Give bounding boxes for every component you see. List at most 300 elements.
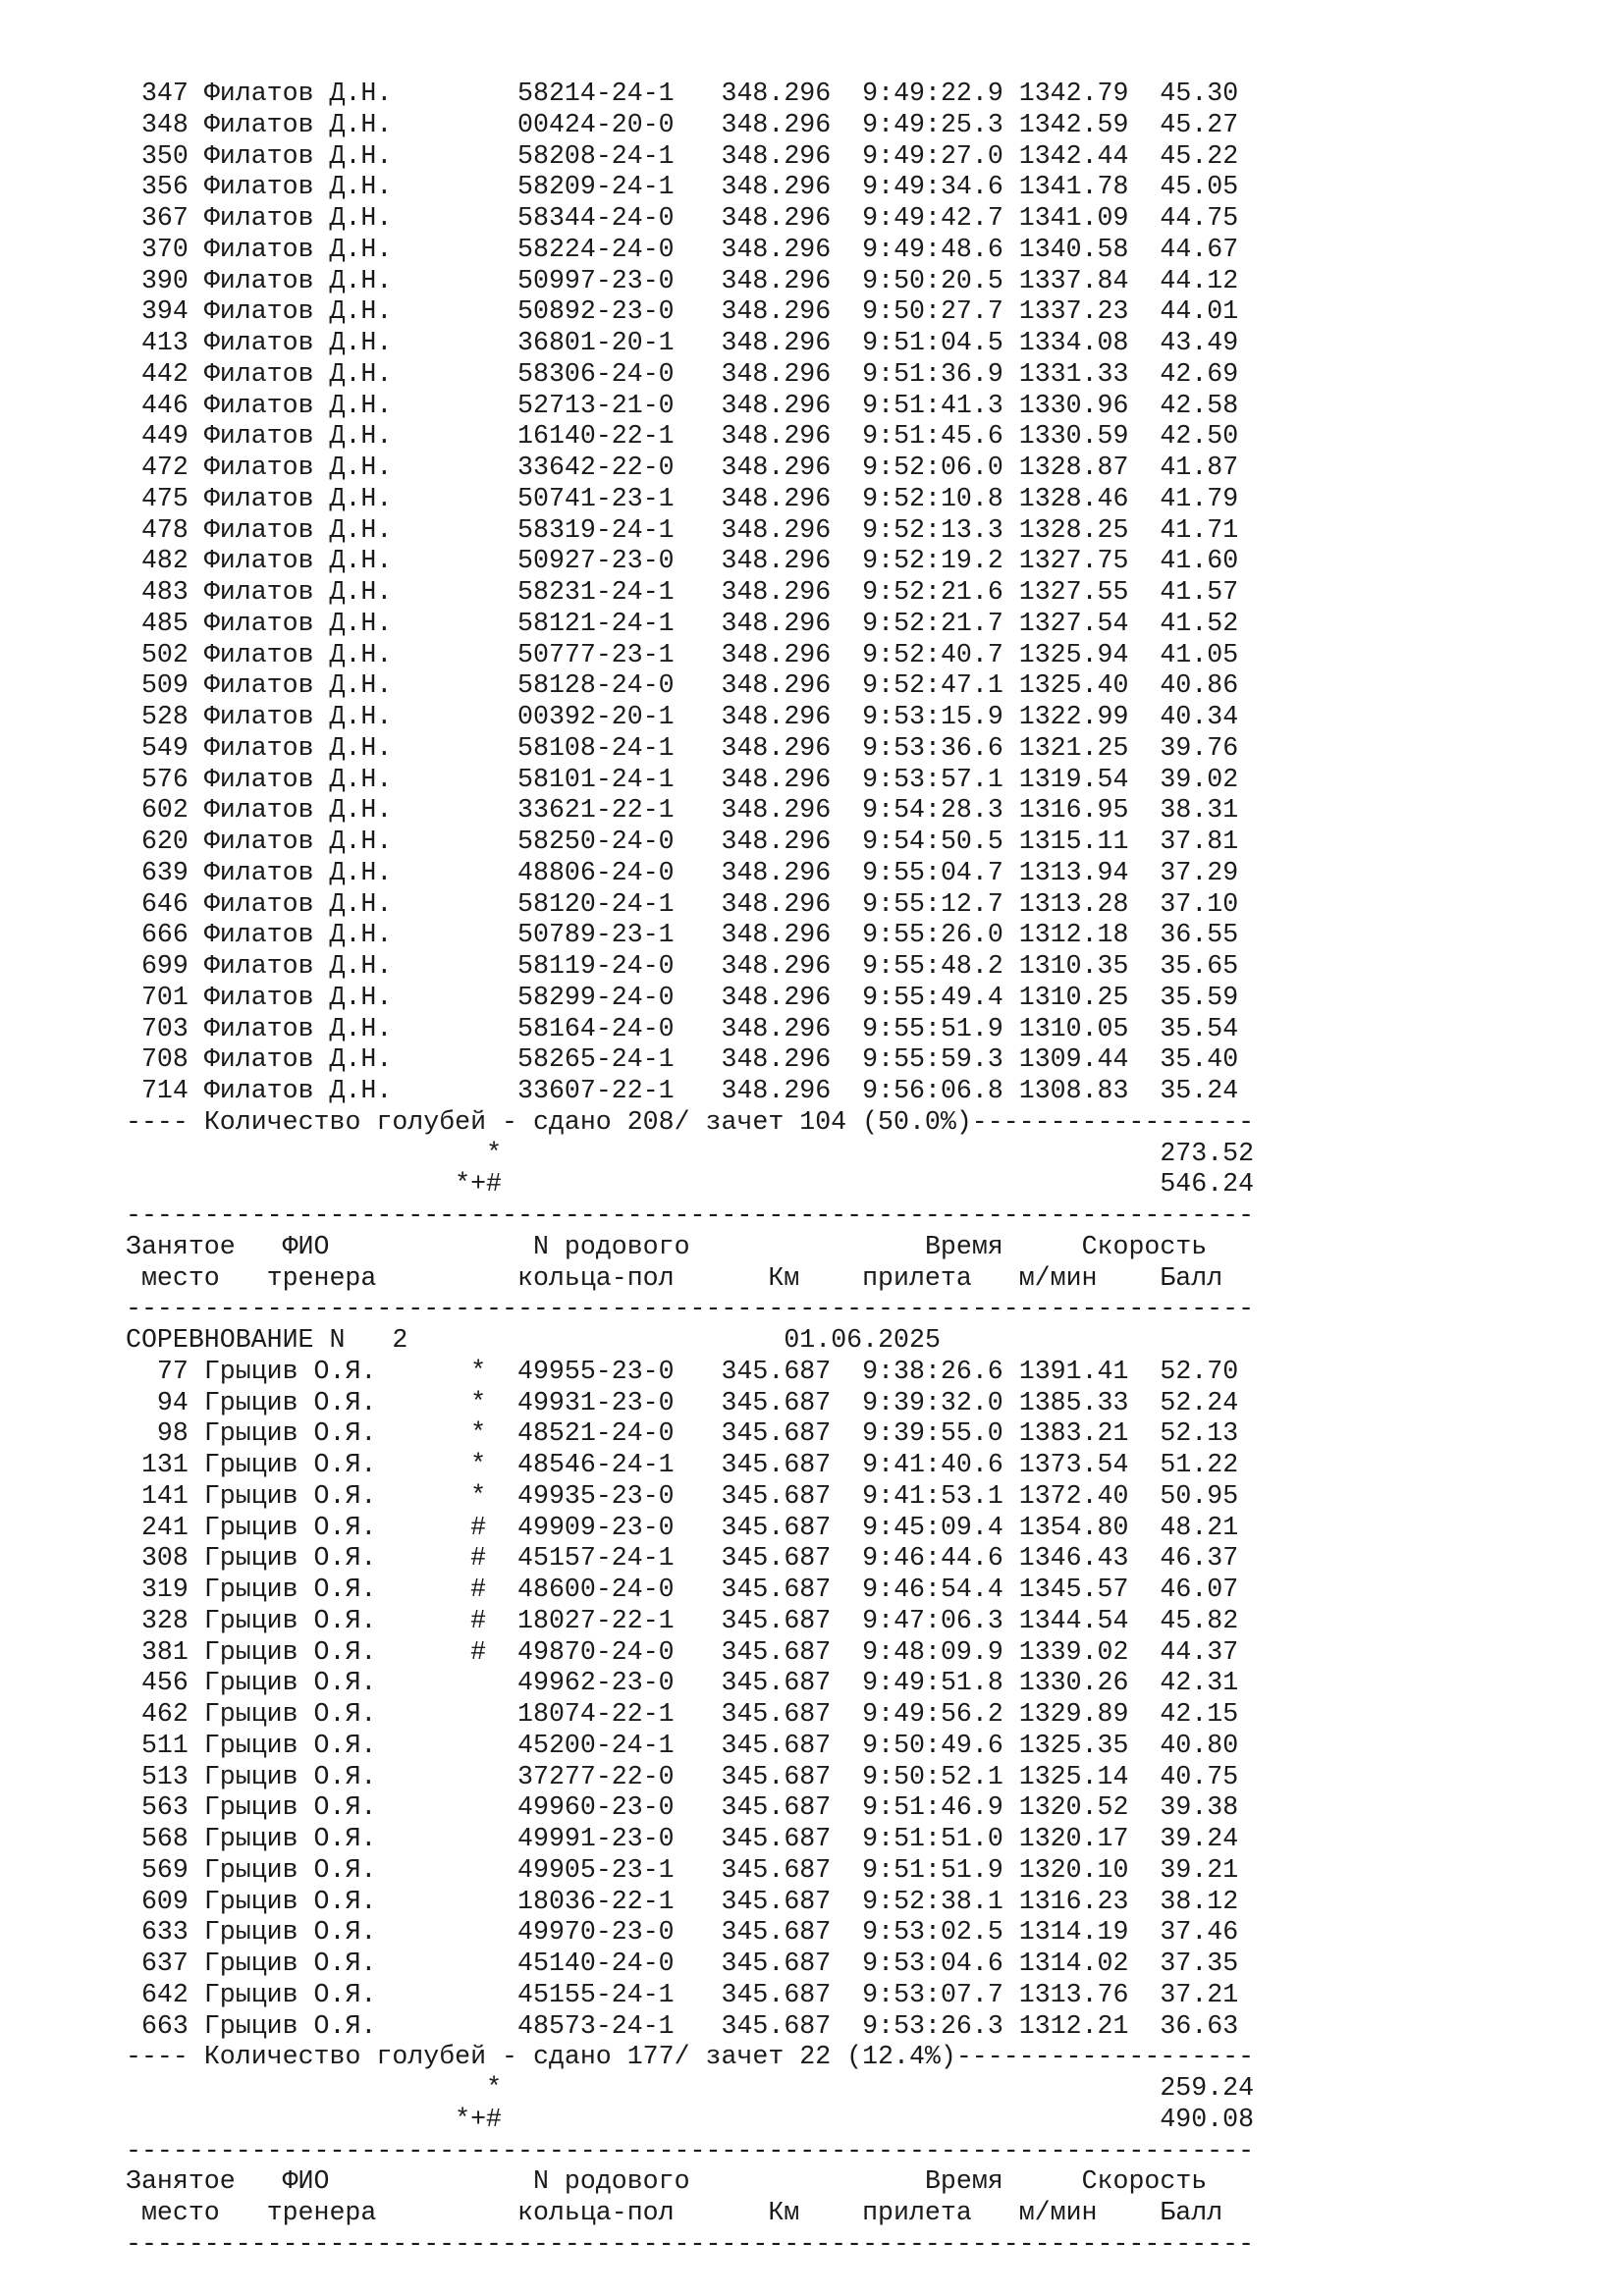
speed-cell: 1320.52 (1018, 1792, 1129, 1823)
score-cell: 37.10 (1160, 888, 1239, 919)
table-row (126, 1513, 1254, 1544)
ring-number-cell: 58319-24-1 (517, 514, 675, 545)
table-row (126, 359, 1254, 391)
trainer-name-cell: Филатов Д.Н. (203, 172, 471, 202)
arrival-time-cell: 9:50:27.7 (862, 296, 1003, 327)
ring-number-cell: 45140-24-0 (517, 1949, 675, 1978)
table-row (126, 391, 1254, 422)
header-ring-sub: кольца-пол (516, 1262, 769, 1293)
divider: ------------------------------------------------------------------------ (126, 1201, 1255, 1230)
speed-cell: 1310.35 (1018, 951, 1129, 981)
trainer-name-cell: Филатов Д.Н. (203, 328, 471, 357)
total-line (126, 1139, 1254, 1170)
place-cell: 367 (140, 203, 189, 233)
place-cell: 699 (140, 951, 189, 981)
place-cell: 131 (140, 1450, 189, 1479)
ring-number-cell: 50892-23-0 (517, 296, 675, 327)
score-cell: 39.24 (1160, 1824, 1239, 1853)
distance-cell: 345.687 (721, 2010, 832, 2041)
speed-cell: 1337.23 (1018, 296, 1129, 327)
mark-cell: * (470, 1450, 487, 1479)
place-cell: 646 (140, 888, 189, 919)
arrival-time-cell: 9:55:12.7 (862, 888, 1003, 919)
place-cell: 456 (140, 1668, 189, 1698)
score-cell: 45.27 (1160, 109, 1239, 139)
table-row (126, 266, 1254, 297)
score-cell: 41.71 (1160, 514, 1239, 545)
place-cell: 563 (140, 1792, 189, 1823)
speed-cell: 1321.25 (1018, 732, 1129, 763)
table-row (126, 1543, 1254, 1575)
summary-label: Количество голубей - сдано 208/ зачет 104 (50.0%) (203, 1106, 972, 1137)
score-cell: 37.29 (1160, 857, 1239, 887)
ring-number-cell: 50997-23-0 (517, 265, 675, 295)
summary-line: ---- Количество голубей - сдано 208/ зачет 104 (50.0%)------------------ (126, 1106, 1255, 1137)
header-place: Занятое (126, 2166, 251, 2197)
trainer-name-cell: Грыцив О.Я. (203, 1886, 471, 1916)
speed-cell: 1346.43 (1018, 1543, 1129, 1574)
distance-cell: 345.687 (721, 1668, 832, 1698)
place-cell: 483 (140, 577, 189, 607)
header-km-sub: Км (768, 2198, 863, 2227)
table-row (126, 1388, 1254, 1419)
score-cell: 44.37 (1160, 1636, 1239, 1667)
header-ring: N родового (532, 2166, 753, 2197)
score-cell: 51.22 (1160, 1450, 1239, 1479)
speed-cell: 1328.87 (1018, 453, 1129, 482)
distance-cell: 348.296 (721, 296, 832, 327)
table-row (126, 1792, 1254, 1824)
distance-cell: 348.296 (721, 79, 832, 108)
distance-cell: 345.687 (721, 1824, 832, 1853)
place-cell: 462 (140, 1699, 189, 1729)
place-cell: 639 (140, 857, 189, 887)
place-cell: 478 (140, 514, 189, 545)
speed-cell: 1330.26 (1018, 1668, 1129, 1698)
mark-cell: * (470, 1480, 487, 1511)
speed-cell: 1310.05 (1018, 1013, 1129, 1043)
arrival-time-cell: 9:46:44.6 (862, 1543, 1003, 1574)
speed-cell: 1327.75 (1018, 546, 1129, 576)
ring-number-cell: 36801-20-1 (517, 328, 675, 357)
arrival-time-cell: 9:55:26.0 (862, 920, 1003, 950)
speed-cell: 1345.57 (1018, 1575, 1129, 1604)
header-row-bottom (126, 1263, 1254, 1295)
table-row (126, 858, 1254, 889)
ring-number-cell: 49955-23-0 (517, 1356, 675, 1386)
speed-cell: 1312.21 (1018, 2010, 1129, 2041)
arrival-time-cell: 9:49:27.0 (862, 140, 1003, 171)
arrival-time-cell: 9:55:49.4 (862, 982, 1003, 1012)
ring-number-cell: 58108-24-1 (517, 732, 675, 763)
table-row (126, 484, 1254, 515)
trainer-name-cell: Филатов Д.Н. (203, 577, 471, 607)
score-cell: 46.07 (1160, 1575, 1239, 1604)
place-cell: 77 (156, 1356, 189, 1386)
score-cell: 41.57 (1160, 577, 1239, 607)
ring-number-cell: 50927-23-0 (517, 546, 675, 576)
arrival-time-cell: 9:48:09.9 (862, 1636, 1003, 1667)
trainer-name-cell: Грыцив О.Я. (203, 1854, 471, 1885)
distance-cell: 348.296 (721, 670, 832, 701)
score-cell: 45.30 (1160, 79, 1239, 108)
speed-cell: 1342.44 (1018, 140, 1129, 171)
trainer-name-cell: Филатов Д.Н. (203, 857, 471, 887)
speed-cell: 1327.54 (1018, 608, 1129, 638)
table-row (126, 172, 1254, 203)
speed-cell: 1327.55 (1018, 577, 1129, 607)
table-row (126, 328, 1254, 359)
header-place-sub: место (140, 2198, 267, 2227)
score-cell: 39.02 (1160, 764, 1239, 794)
total-line (126, 2073, 1254, 2105)
ring-number-cell: 16140-22-1 (517, 421, 675, 452)
score-cell: 36.55 (1160, 920, 1239, 950)
score-cell: 43.49 (1160, 328, 1239, 357)
trainer-name-cell: Грыцив О.Я. (203, 1917, 471, 1948)
mark-cell: # (470, 1605, 487, 1635)
arrival-time-cell: 9:55:48.2 (862, 951, 1003, 981)
score-cell: 44.75 (1160, 203, 1239, 233)
distance-cell: 345.687 (721, 1356, 832, 1386)
arrival-time-cell: 9:53:15.9 (862, 702, 1003, 731)
trainer-name-cell: Филатов Д.Н. (203, 203, 471, 233)
total-value: 273.52 (1160, 1138, 1255, 1168)
score-cell: 44.67 (1160, 234, 1239, 264)
speed-cell: 1339.02 (1018, 1636, 1129, 1667)
arrival-time-cell: 9:39:55.0 (862, 1418, 1003, 1449)
distance-cell: 348.296 (721, 483, 832, 513)
ring-number-cell: 58231-24-1 (517, 577, 675, 607)
speed-cell: 1342.59 (1018, 109, 1129, 139)
arrival-time-cell: 9:55:51.9 (862, 1013, 1003, 1043)
place-cell: 370 (140, 234, 189, 264)
arrival-time-cell: 9:38:26.6 (862, 1356, 1003, 1386)
score-cell: 35.24 (1160, 1076, 1239, 1105)
table-row (126, 1637, 1254, 1669)
trainer-name-cell: Грыцив О.Я. (203, 1605, 471, 1635)
distance-cell: 348.296 (721, 795, 832, 826)
place-cell: 642 (140, 1979, 189, 2009)
table-row (126, 733, 1254, 765)
ring-number-cell: 45155-24-1 (517, 1979, 675, 2009)
ring-number-cell: 48521-24-0 (517, 1418, 675, 1449)
trainer-name-cell: Филатов Д.Н. (203, 795, 471, 826)
distance-cell: 348.296 (721, 888, 832, 919)
trainer-name-cell: Филатов Д.Н. (203, 702, 471, 731)
place-cell: 620 (140, 827, 189, 856)
trainer-name-cell: Филатов Д.Н. (203, 109, 471, 139)
trainer-name-cell: Грыцив О.Я. (203, 1575, 471, 1604)
table-row (126, 453, 1254, 484)
ring-number-cell: 50789-23-1 (517, 920, 675, 950)
ring-number-cell: 48573-24-1 (517, 2010, 675, 2041)
distance-cell: 348.296 (721, 514, 832, 545)
table-row (126, 1887, 1254, 1918)
speed-cell: 1341.09 (1018, 203, 1129, 233)
speed-cell: 1313.76 (1018, 1979, 1129, 2009)
arrival-time-cell: 9:49:34.6 (862, 172, 1003, 202)
speed-cell: 1312.18 (1018, 920, 1129, 950)
distance-cell: 348.296 (721, 453, 832, 482)
table-row (126, 546, 1254, 577)
table-row (126, 515, 1254, 547)
score-cell: 44.01 (1160, 296, 1239, 327)
arrival-time-cell: 9:52:19.2 (862, 546, 1003, 576)
score-cell: 35.59 (1160, 982, 1239, 1012)
place-cell: 350 (140, 140, 189, 171)
place-cell: 94 (156, 1387, 189, 1417)
place-cell: 502 (140, 639, 189, 669)
distance-cell: 348.296 (721, 1013, 832, 1043)
trainer-name-cell: Филатов Д.Н. (203, 1044, 471, 1075)
place-cell: 356 (140, 172, 189, 202)
table-row (126, 1357, 1254, 1388)
trainer-name-cell: Филатов Д.Н. (203, 951, 471, 981)
speed-cell: 1316.95 (1018, 795, 1129, 826)
ring-number-cell: 49962-23-0 (517, 1668, 675, 1698)
score-cell: 41.87 (1160, 453, 1239, 482)
speed-cell: 1313.28 (1018, 888, 1129, 919)
score-cell: 35.65 (1160, 951, 1239, 981)
trainer-name-cell: Грыцив О.Я. (203, 1949, 471, 1978)
ring-number-cell: 48600-24-0 (517, 1575, 675, 1604)
distance-cell: 345.687 (721, 1699, 832, 1729)
place-cell: 513 (140, 1761, 189, 1791)
table-row (126, 1014, 1254, 1045)
table-row (126, 1731, 1254, 1762)
speed-cell: 1344.54 (1018, 1605, 1129, 1635)
ring-number-cell: 33621-22-1 (517, 795, 675, 826)
place-cell: 602 (140, 795, 189, 826)
trainer-name-cell: Грыцив О.Я. (203, 1543, 471, 1574)
trainer-name-cell: Филатов Д.Н. (203, 827, 471, 856)
distance-cell: 348.296 (721, 265, 832, 295)
arrival-time-cell: 9:39:32.0 (862, 1387, 1003, 1417)
place-cell: 485 (140, 608, 189, 638)
table-row (126, 1917, 1254, 1949)
ring-number-cell: 49909-23-0 (517, 1512, 675, 1542)
mark-cell: # (470, 1512, 487, 1542)
table-row (126, 1699, 1254, 1731)
trainer-name-cell: Филатов Д.Н. (203, 265, 471, 295)
ring-number-cell: 58344-24-0 (517, 203, 675, 233)
header-trainer: ФИО (282, 2166, 517, 2197)
divider: ------------------------------------------------------------------------ (126, 2228, 1255, 2259)
table-row (126, 795, 1254, 827)
distance-cell: 345.687 (721, 1792, 832, 1823)
distance-cell: 348.296 (721, 827, 832, 856)
header-trainer: ФИО (282, 1231, 517, 1261)
header-km (752, 1232, 784, 1261)
speed-cell: 1334.08 (1018, 328, 1129, 357)
place-cell: 708 (140, 1044, 189, 1075)
distance-cell: 345.687 (721, 1917, 832, 1948)
mark-cell: # (470, 1575, 487, 1604)
score-cell: 37.35 (1160, 1949, 1239, 1978)
trainer-name-cell: Грыцив О.Я. (203, 1824, 471, 1853)
arrival-time-cell: 9:51:51.9 (862, 1854, 1003, 1885)
speed-cell: 1328.25 (1018, 514, 1129, 545)
speed-cell: 1372.40 (1018, 1480, 1129, 1511)
trainer-name-cell: Филатов Д.Н. (203, 920, 471, 950)
header-time-sub: прилета (862, 2198, 1019, 2227)
score-cell: 36.63 (1160, 2010, 1239, 2041)
total-marker: *+# (455, 1169, 503, 1200)
score-cell: 45.05 (1160, 172, 1239, 202)
table-row (126, 421, 1254, 453)
score-cell: 38.31 (1160, 795, 1239, 826)
ring-number-cell: 18074-22-1 (517, 1699, 675, 1729)
distance-cell: 348.296 (721, 172, 832, 202)
distance-cell: 345.687 (721, 1761, 832, 1791)
score-cell: 52.70 (1160, 1356, 1239, 1386)
trainer-name-cell: Филатов Д.Н. (203, 421, 471, 452)
distance-cell: 348.296 (721, 702, 832, 731)
score-cell: 37.46 (1160, 1917, 1239, 1948)
speed-cell: 1385.33 (1018, 1387, 1129, 1417)
trainer-name-cell: Филатов Д.Н. (203, 670, 471, 701)
ring-number-cell: 45157-24-1 (517, 1543, 675, 1574)
arrival-time-cell: 9:55:59.3 (862, 1044, 1003, 1075)
distance-cell: 348.296 (721, 140, 832, 171)
speed-cell: 1328.46 (1018, 483, 1129, 513)
distance-cell: 345.687 (721, 1979, 832, 2009)
table-row (126, 1044, 1254, 1076)
distance-cell: 348.296 (721, 732, 832, 763)
summary-line: ---- Количество голубей - сдано 177/ зачет 22 (12.4%)------------------- (126, 2042, 1255, 2072)
speed-cell: 1314.19 (1018, 1917, 1129, 1948)
table-row (126, 203, 1254, 235)
distance-cell: 345.687 (721, 1949, 832, 1978)
ring-number-cell: 58119-24-0 (517, 951, 675, 981)
place-cell: 482 (140, 546, 189, 576)
place-cell: 701 (140, 982, 189, 1012)
header-score-sub: Балл (1160, 2198, 1223, 2227)
header-speed-sub: м/мин (1018, 2198, 1161, 2227)
distance-cell: 348.296 (721, 234, 832, 264)
score-cell: 41.05 (1160, 639, 1239, 669)
table-row (126, 1668, 1254, 1699)
table-row (126, 670, 1254, 702)
score-cell: 39.21 (1160, 1854, 1239, 1885)
arrival-time-cell: 9:45:09.4 (862, 1512, 1003, 1542)
table-row (126, 1855, 1254, 1887)
distance-cell: 348.296 (721, 764, 832, 794)
place-cell: 308 (140, 1543, 189, 1574)
header-score-sub: Балл (1160, 1262, 1223, 1293)
ring-number-cell: 49970-23-0 (517, 1917, 675, 1948)
distance-cell: 345.687 (721, 1575, 832, 1604)
place-cell: 633 (140, 1917, 189, 1948)
header-row-bottom (126, 2198, 1254, 2229)
table-row (126, 609, 1254, 640)
distance-cell: 348.296 (721, 546, 832, 576)
trainer-name-cell: Грыцив О.Я. (203, 1480, 471, 1511)
arrival-time-cell: 9:50:52.1 (862, 1761, 1003, 1791)
score-cell: 46.37 (1160, 1543, 1239, 1574)
trainer-name-cell: Филатов Д.Н. (203, 483, 471, 513)
distance-cell: 348.296 (721, 328, 832, 357)
arrival-time-cell: 9:52:21.6 (862, 577, 1003, 607)
trainer-name-cell: Филатов Д.Н. (203, 639, 471, 669)
table-row (126, 1824, 1254, 1855)
place-cell: 576 (140, 764, 189, 794)
score-cell: 40.80 (1160, 1730, 1239, 1760)
score-cell: 42.50 (1160, 421, 1239, 452)
ring-number-cell: 49935-23-0 (517, 1480, 675, 1511)
arrival-time-cell: 9:51:51.0 (862, 1824, 1003, 1853)
speed-cell: 1337.84 (1018, 265, 1129, 295)
header-place: Занятое (126, 1231, 251, 1261)
place-cell: 319 (140, 1575, 189, 1604)
score-cell: 40.75 (1160, 1761, 1239, 1791)
trainer-name-cell: Филатов Д.Н. (203, 453, 471, 482)
ring-number-cell: 18036-22-1 (517, 1886, 675, 1916)
ring-number-cell: 33642-22-0 (517, 453, 675, 482)
place-cell: 666 (140, 920, 189, 950)
distance-cell: 348.296 (721, 639, 832, 669)
trainer-name-cell: Филатов Д.Н. (203, 982, 471, 1012)
table-row (126, 983, 1254, 1014)
table-row (126, 1980, 1254, 2011)
trainer-name-cell: Грыцив О.Я. (203, 1699, 471, 1729)
header-time-sub: прилета (862, 1262, 1019, 1293)
ring-number-cell: 58128-24-0 (517, 670, 675, 701)
table-row (126, 1949, 1254, 1980)
total-marker: *+# (455, 2104, 503, 2134)
speed-cell: 1322.99 (1018, 702, 1129, 731)
place-cell: 348 (140, 109, 189, 139)
header-row-top (126, 2166, 1254, 2198)
total-value: 546.24 (1160, 1169, 1255, 1200)
distance-cell: 348.296 (721, 358, 832, 389)
arrival-time-cell: 9:51:45.6 (862, 421, 1003, 452)
table-row (126, 110, 1254, 141)
header-speed: Скорость (1081, 1231, 1208, 1261)
distance-cell: 348.296 (721, 390, 832, 420)
distance-cell: 348.296 (721, 577, 832, 607)
distance-cell: 345.687 (721, 1418, 832, 1449)
trainer-name-cell: Филатов Д.Н. (203, 1076, 471, 1105)
ring-number-cell: 50741-23-1 (517, 483, 675, 513)
distance-cell: 348.296 (721, 982, 832, 1012)
trainer-name-cell: Филатов Д.Н. (203, 546, 471, 576)
arrival-time-cell: 9:53:02.5 (862, 1917, 1003, 1948)
table-row (126, 1762, 1254, 1793)
ring-number-cell: 58208-24-1 (517, 140, 675, 171)
place-cell: 569 (140, 1854, 189, 1885)
arrival-time-cell: 9:52:47.1 (862, 670, 1003, 701)
header-trainer-sub: тренера (266, 1262, 517, 1293)
ring-number-cell: 58299-24-0 (517, 982, 675, 1012)
speed-cell: 1310.25 (1018, 982, 1129, 1012)
trainer-name-cell: Филатов Д.Н. (203, 390, 471, 420)
score-cell: 39.76 (1160, 732, 1239, 763)
mark-cell: * (470, 1418, 487, 1449)
score-cell: 35.40 (1160, 1044, 1239, 1075)
score-cell: 45.22 (1160, 140, 1239, 171)
place-cell: 390 (140, 265, 189, 295)
score-cell: 37.21 (1160, 1979, 1239, 2009)
ring-number-cell: 00392-20-1 (517, 702, 675, 731)
total-marker: * (486, 1138, 503, 1168)
speed-cell: 1309.44 (1018, 1044, 1129, 1075)
arrival-time-cell: 9:53:36.6 (862, 732, 1003, 763)
arrival-time-cell: 9:49:22.9 (862, 79, 1003, 108)
mark-cell: # (470, 1636, 487, 1667)
distance-cell: 345.687 (721, 1854, 832, 1885)
